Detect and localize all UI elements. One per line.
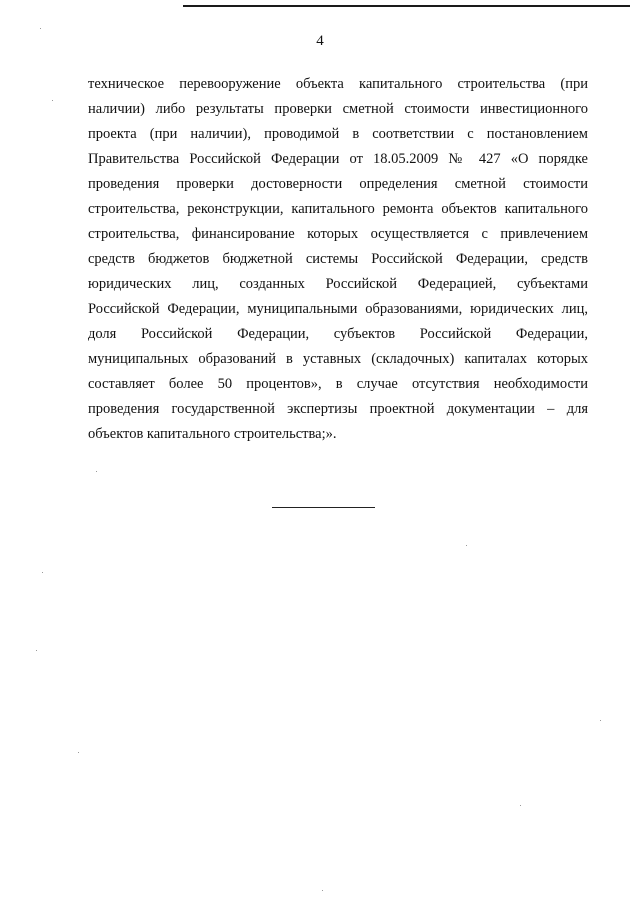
scan-speck — [466, 545, 467, 546]
text-line: доля Российской Федерации, субъектов Российской Федерации, — [88, 326, 588, 342]
text-line: муниципальных образований в уставных (складочных) капиталах которых — [88, 351, 588, 367]
body-paragraph — [88, 72, 588, 447]
text-line: проведения проверки достоверности определения сметной стоимости — [88, 176, 588, 192]
text-line: Российской Федерации, муниципальными образованиями, юридических лиц, — [88, 301, 588, 317]
top-border-line — [183, 5, 630, 7]
text-line: техническое перевооружение объекта капитального строительства (при — [88, 76, 588, 92]
scan-speck — [520, 805, 521, 806]
scan-speck — [96, 471, 97, 472]
text-line: средств бюджетов бюджетной системы Российской Федерации, средств — [88, 251, 588, 267]
scan-speck — [42, 572, 43, 573]
scan-speck — [322, 890, 323, 891]
text-line: составляет более 50 процентов», в случае отсутствия необходимости — [88, 376, 588, 392]
text-line: строительства, реконструкции, капитального ремонта объектов капитального — [88, 201, 588, 217]
text-line: проекта (при наличии), проводимой в соответствии с постановлением — [88, 126, 588, 142]
scan-speck — [600, 720, 601, 721]
scan-speck — [52, 100, 53, 101]
text-line: Правительства Российской Федерации от 18.05.2009 № 427 «О порядке — [88, 151, 588, 167]
text-line: наличии) либо результаты проверки сметной стоимости инвестиционного — [88, 101, 588, 117]
scan-speck — [78, 752, 79, 753]
page-number: 4 — [316, 33, 324, 49]
scan-speck — [36, 650, 37, 651]
scan-speck — [40, 28, 41, 29]
end-separator-line — [272, 507, 375, 508]
text-line: строительства, финансирование которых осуществляется с привлечением — [88, 226, 588, 242]
text-line: юридических лиц, созданных Российской Федерацией, субъектами — [88, 276, 588, 292]
text-line: проведения государственной экспертизы проектной документации – для — [88, 401, 588, 417]
text-line-last: объектов капитального строительства;». — [88, 426, 337, 442]
